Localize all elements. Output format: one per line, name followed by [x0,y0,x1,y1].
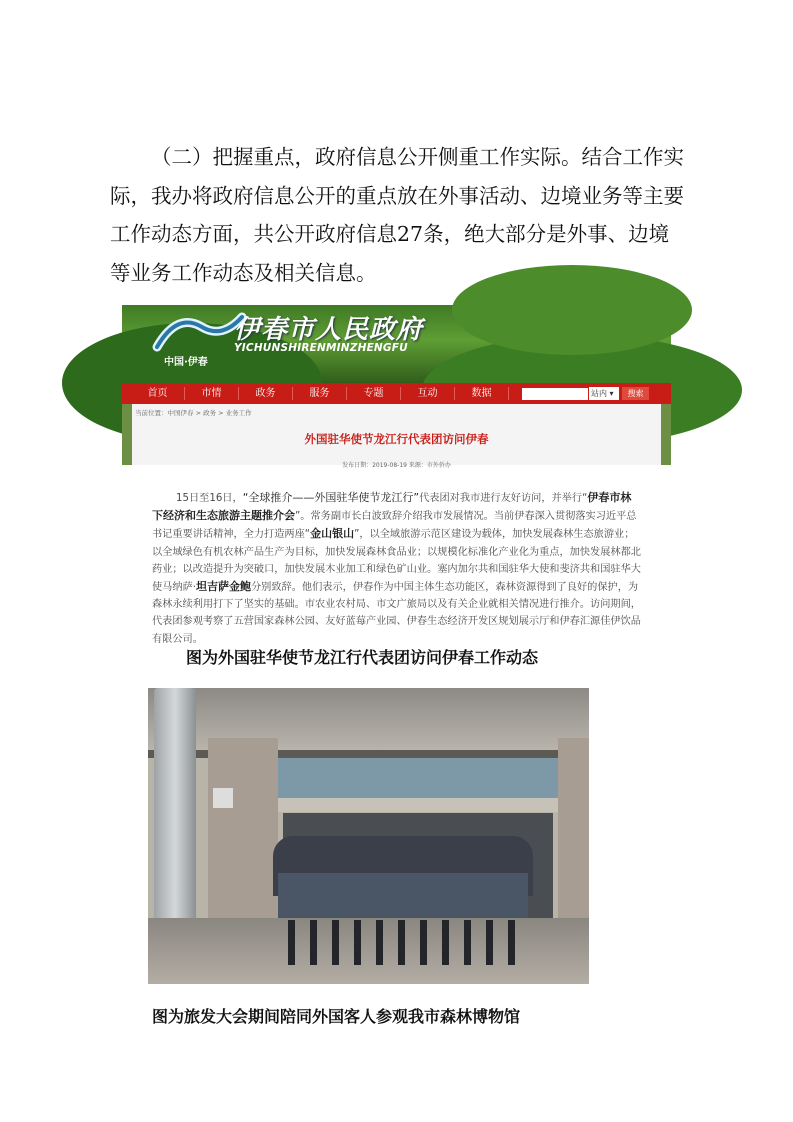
article-meta: 发布日期：2019-08-19 来源：市外侨办 [342,462,451,469]
site-scope-label: 站内 [591,389,607,398]
group-photo [148,688,589,984]
site-scope-select[interactable]: 站内 ▾ [589,387,619,400]
nav-item-topics[interactable]: 专题 [347,387,401,400]
article-text: 分别致辞。他们表示，伊春作为中国主体生态功能区，森林资源得到了良好的保护，为森林永续利用打下了坚实的基础。市农业农村局、市文广旅局以及有关企业就相关情况进行推介。访问期间，代表团参观考察了五营国家森林公园、友好蓝莓产业园、伊春生态经济开发区规划展示厅和伊春汇源佳伊饮品有限公司。 [152,582,641,645]
intro-line: 工作动态方面，共公开政府信息27条，绝大部分是外事、边境 [110,222,670,246]
entrance-lintel [268,798,568,812]
pillar [154,688,196,923]
site-title: 伊春市人民政府 [234,315,424,345]
right-wall [558,738,589,938]
group-legs [288,920,518,965]
article-body [152,489,642,648]
nav-item-government[interactable]: 政务 [239,387,293,400]
glass-facade [253,758,583,803]
group-front-row [278,873,528,918]
nav-item-service[interactable]: 服务 [293,387,347,400]
article-highlight: 坦吉萨金鲍 [196,580,251,594]
intro-line: 际，我办将政府信息公开的重点放在外事活动、边境业务等主要 [110,183,684,208]
left-wall [208,738,278,938]
site-pinyin: YICHUNSHIRENMINZHENGFU [234,342,408,354]
website-screenshot [122,305,671,469]
article-text: ”，以全域旅游示范区建设为载体，加快发展森林生态旅游业；以全域绿色有机农林产品生产为目标，加快发展森林食品业；以规模化标准化产业化为重点，加快发展林都北药业；以改造提升为突破口，加快发展木业加工和绿色矿山业。塞内加尔共和国驻华大使和斐济共和国驻华大使马纳萨· [152,529,641,594]
article-text: ”。常务副市长白波致辞介绍我市发展情况。当前伊春深入贯彻落实习近平总书记重要讲话精神，全力打造两座“ [152,511,637,541]
caption-1: 图为外国驻华使节龙江行代表团访问伊春工作动态 [186,648,539,667]
intro-line: （二）把握重点，政府信息公开侧重工作实际。结合工作实 [151,145,684,169]
nav-item-interaction[interactable]: 互动 [401,387,455,400]
nav-item-data[interactable]: 数据 [455,387,509,400]
nav-item-city[interactable]: 市情 [185,387,239,400]
article-text: 代表团对我市进行友好访问，并举行“ [419,493,588,504]
search-input[interactable] [522,388,588,400]
site-banner [122,305,671,383]
breadcrumb: 当前位置：中国伊春 > 政务 > 业务工作 [135,409,252,417]
intro-line: 等业务工作动态及相关信息。 [110,260,377,285]
region-label: 中国·伊春 [164,357,208,368]
search-button[interactable]: 搜索 [622,387,649,400]
caption-2: 图为旅发大会期间陪同外国客人参观我市森林博物馆 [152,1007,521,1026]
article-quote: “全球推介——外国驻华使节龙江行” [242,491,420,504]
nav-item-home[interactable]: 首页 [131,387,185,400]
wall-plaque [213,788,233,808]
article-highlight: 伊春市林下经济和生态旅游主题推介会 [152,491,632,523]
article-highlight: 金山银山 [310,527,355,541]
article-text: 15日至16日， [176,493,243,504]
article-title: 外国驻华使节龙江行代表团访问伊春 [304,432,489,446]
